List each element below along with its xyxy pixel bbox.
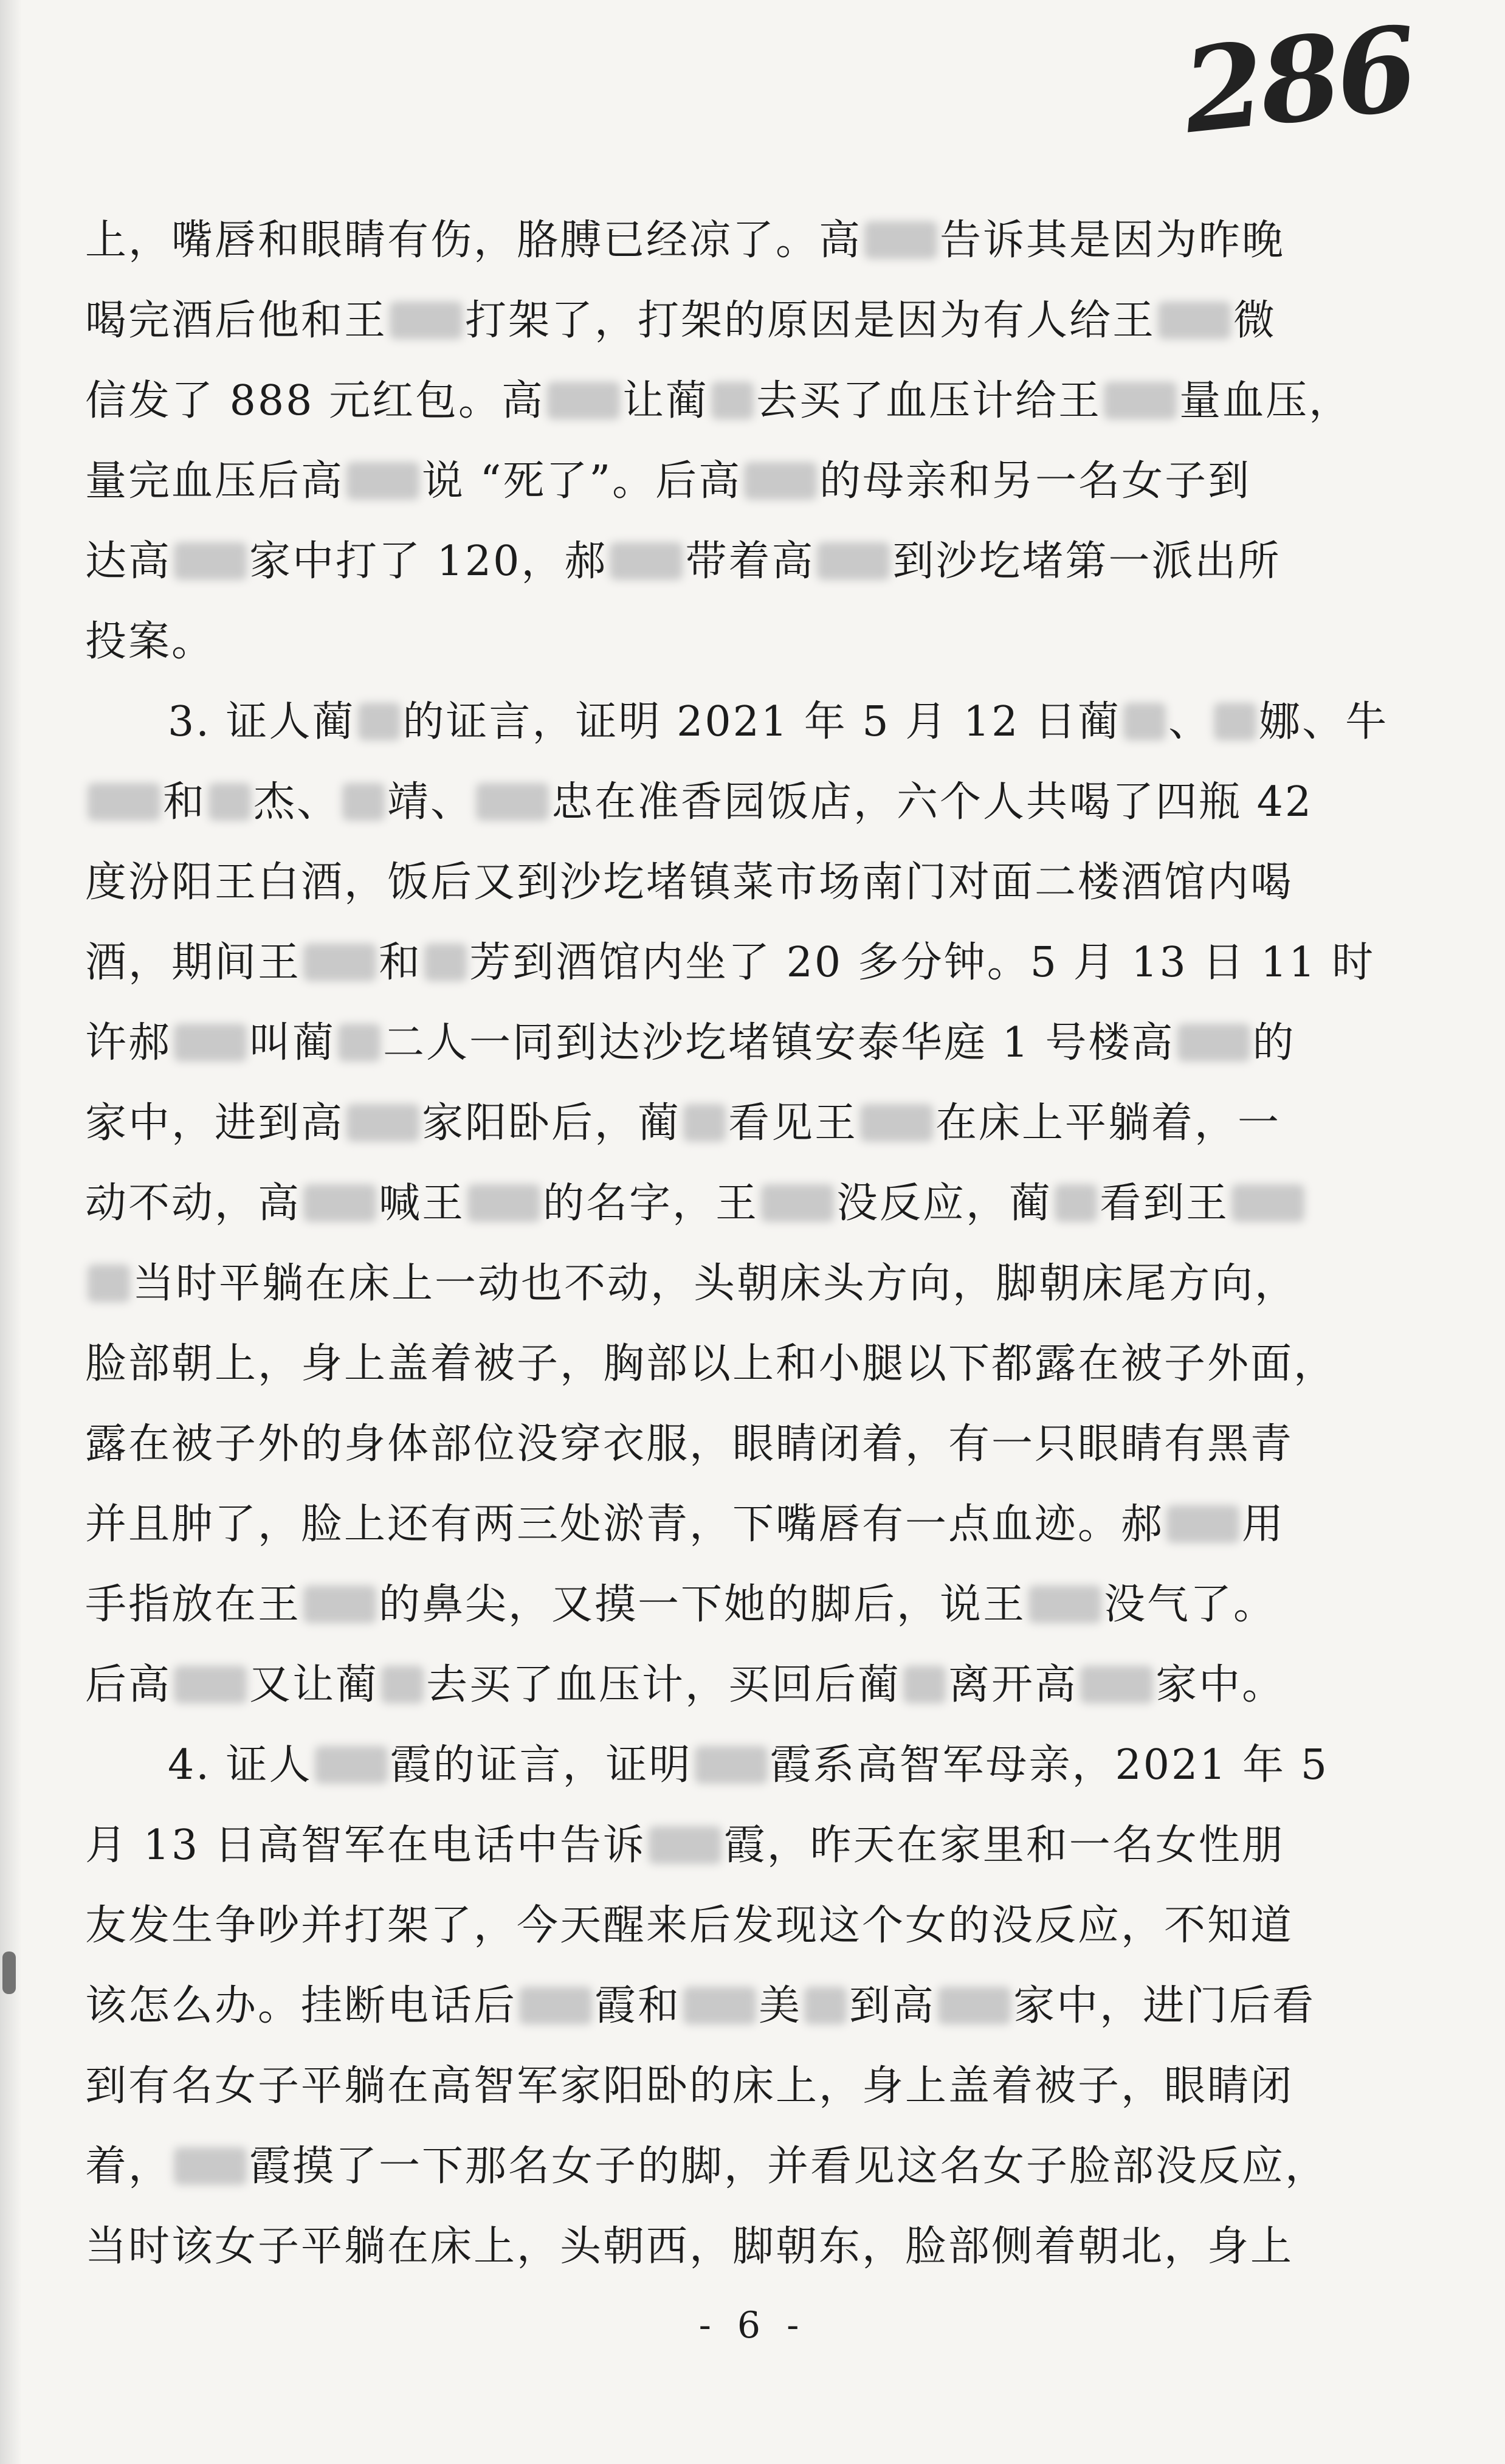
redacted-name-blur bbox=[88, 783, 160, 821]
text-segment: 霞和 bbox=[594, 1982, 681, 2030]
text-line bbox=[85, 2046, 1313, 2127]
redacted-name-blur bbox=[1055, 1184, 1097, 1222]
redacted-name-blur bbox=[1166, 1505, 1239, 1543]
redacted-name-blur bbox=[346, 1104, 419, 1142]
redacted-name-blur bbox=[860, 1104, 933, 1142]
redacted-name-blur bbox=[1028, 1586, 1101, 1623]
text-segment: 量血压， bbox=[1179, 377, 1352, 425]
text-line bbox=[85, 361, 1352, 441]
text-segment: 靖、 bbox=[387, 778, 474, 826]
text-segment: 打架了，打架的原因是因为有人给王 bbox=[465, 297, 1156, 345]
text-segment: 芳到酒馆内坐了 20 多分钟。5 月 13 日 11 时 bbox=[469, 939, 1376, 987]
redacted-name-blur bbox=[903, 1666, 946, 1703]
handwritten-page-number: 286 bbox=[1177, 0, 1421, 160]
redacted-name-blur bbox=[467, 1184, 540, 1222]
text-line bbox=[85, 2207, 1313, 2287]
text-segment: 到高 bbox=[849, 1982, 936, 2030]
redacted-name-blur bbox=[1123, 703, 1166, 740]
redacted-name-blur bbox=[1158, 302, 1231, 339]
text-segment: 和 bbox=[163, 778, 207, 826]
text-line bbox=[85, 1645, 1313, 1725]
redacted-name-blur bbox=[864, 221, 937, 259]
text-segment: 用 bbox=[1242, 1500, 1286, 1548]
text-segment: 度汾阳王白酒，饭后又到沙圪堵镇菜市场南门对面二楼酒馆内喝 bbox=[85, 858, 1294, 906]
text-segment: 月 13 日高智军在电话中告诉 bbox=[85, 1821, 646, 1869]
text-segment: 霞摸了一下那名女子的脚，并看见这名女子脸部没反应， bbox=[249, 2142, 1329, 2190]
text-segment: 脸部朝上，身上盖着被子，胸部以上和小腿以下都露在被子外面， bbox=[85, 1340, 1337, 1388]
redacted-name-blur bbox=[1177, 1024, 1250, 1061]
redacted-name-blur bbox=[804, 1987, 847, 2024]
redacted-name-blur bbox=[1080, 1666, 1153, 1703]
redacted-name-blur bbox=[695, 1746, 768, 1784]
text-segment: 二人一同到达沙圪堵镇安泰华庭 1 号楼高 bbox=[383, 1019, 1175, 1067]
text-line bbox=[85, 1404, 1313, 1485]
text-segment: 的名字，王 bbox=[543, 1179, 759, 1227]
redacted-name-blur bbox=[174, 1024, 247, 1061]
text-segment: 投案。 bbox=[85, 618, 215, 666]
text-line bbox=[85, 1725, 1329, 1806]
text-segment: 没反应，蔺 bbox=[836, 1179, 1053, 1227]
text-segment: 达高 bbox=[85, 537, 172, 585]
redacted-name-blur bbox=[174, 542, 247, 580]
text-segment: 动不动，高 bbox=[85, 1179, 301, 1227]
text-segment: 带着高 bbox=[685, 537, 815, 585]
page-number: - 6 - bbox=[698, 2304, 807, 2347]
text-segment: 家中打了 120，郝 bbox=[249, 537, 608, 585]
text-segment: 离开高 bbox=[948, 1661, 1078, 1709]
redacted-name-blur bbox=[649, 1826, 722, 1864]
text-line bbox=[85, 602, 1313, 682]
text-line bbox=[85, 1164, 1313, 1244]
text-segment: 并且肿了，脸上还有两三处淤青，下嘴唇有一点血迹。郝 bbox=[85, 1500, 1165, 1548]
text-line bbox=[85, 441, 1313, 522]
text-segment: 上，嘴唇和眼睛有伤，胳膊已经凉了。高 bbox=[85, 216, 863, 264]
text-line bbox=[85, 1966, 1316, 2046]
redacted-name-blur bbox=[174, 2147, 247, 2185]
redacted-name-blur bbox=[303, 1184, 376, 1222]
page-edge-shadow bbox=[0, 0, 22, 2464]
text-segment: 露在被子外的身体部位没穿衣服，眼睛闭着，有一只眼睛有黑青 bbox=[85, 1420, 1294, 1468]
document-body bbox=[85, 201, 1389, 2287]
text-segment: 家阳卧后，蔺 bbox=[422, 1099, 681, 1147]
text-segment: 的鼻尖，又摸一下她的脚后，说王 bbox=[379, 1581, 1027, 1629]
redacted-name-blur bbox=[338, 1024, 381, 1061]
text-line bbox=[85, 682, 1389, 762]
redacted-name-blur bbox=[208, 783, 251, 821]
redacted-name-blur bbox=[476, 783, 549, 821]
text-segment: 该怎么办。挂断电话后 bbox=[85, 1982, 517, 2030]
text-segment: 又让蔺 bbox=[249, 1661, 379, 1709]
redacted-name-blur bbox=[744, 462, 817, 500]
text-segment: 的母亲和另一名女子到 bbox=[819, 457, 1252, 505]
redacted-name-blur bbox=[519, 1987, 592, 2024]
text-segment: 手指放在王 bbox=[85, 1581, 301, 1629]
redacted-name-blur bbox=[174, 1666, 247, 1703]
text-segment: 当时平躺在床上一动也不动，头朝床头方向，脚朝床尾方向， bbox=[133, 1260, 1298, 1308]
text-segment: 当时该女子平躺在床上，头朝西，脚朝东，脸部侧着朝北，身上 bbox=[85, 2223, 1294, 2271]
text-segment: 、 bbox=[1168, 698, 1212, 746]
redacted-name-blur bbox=[342, 783, 385, 821]
text-segment: 没气了。 bbox=[1104, 1581, 1277, 1629]
text-segment: 微 bbox=[1233, 297, 1277, 345]
text-segment: 的证言，证明 2021 年 5 月 12 日蔺 bbox=[402, 698, 1121, 746]
redacted-name-blur bbox=[1231, 1184, 1304, 1222]
redacted-name-blur bbox=[1214, 703, 1256, 740]
redacted-name-blur bbox=[358, 703, 401, 740]
text-line bbox=[85, 201, 1313, 281]
text-line bbox=[85, 762, 1313, 843]
redacted-name-blur bbox=[88, 1265, 130, 1302]
redacted-name-blur bbox=[424, 944, 467, 981]
redacted-name-blur bbox=[761, 1184, 834, 1222]
redacted-name-blur bbox=[610, 542, 683, 580]
text-line bbox=[85, 1886, 1313, 1966]
text-segment: 到沙圪堵第一派出所 bbox=[892, 537, 1281, 585]
text-segment: 后高 bbox=[85, 1661, 172, 1709]
text-segment: 看见王 bbox=[728, 1099, 858, 1147]
text-segment: 和 bbox=[379, 939, 422, 987]
redacted-name-blur bbox=[817, 542, 890, 580]
redacted-name-blur bbox=[711, 382, 754, 419]
text-line bbox=[85, 1244, 1313, 1324]
text-segment: 让蔺 bbox=[622, 377, 709, 425]
text-line bbox=[85, 1324, 1337, 1404]
text-segment: 喝完酒后他和王 bbox=[85, 297, 388, 345]
text-segment: 忠在准香园饭店，六个人共喝了四瓶 42 bbox=[551, 778, 1314, 826]
text-segment: 着， bbox=[85, 2142, 172, 2190]
redacted-name-blur bbox=[303, 944, 376, 981]
redacted-name-blur bbox=[390, 302, 463, 339]
text-line bbox=[85, 281, 1313, 361]
text-segment: 霞系高智军母亲，2021 年 5 bbox=[770, 1741, 1329, 1789]
redacted-name-blur bbox=[1104, 382, 1177, 419]
text-line bbox=[85, 843, 1313, 923]
text-line bbox=[85, 2127, 1329, 2207]
text-segment: 友发生争吵并打架了，今天醒来后发现这个女的没反应，不知道 bbox=[85, 1902, 1294, 1950]
redacted-name-blur bbox=[303, 1586, 376, 1623]
text-segment: 量完血压后高 bbox=[85, 457, 345, 505]
redacted-name-blur bbox=[315, 1746, 388, 1784]
text-segment: 去买了血压计给王 bbox=[756, 377, 1102, 425]
redacted-name-blur bbox=[683, 1104, 726, 1142]
text-segment: 美 bbox=[759, 1982, 802, 2030]
binding-hole-mark bbox=[2, 1952, 16, 1994]
text-segment: 看到王 bbox=[1100, 1179, 1230, 1227]
text-segment: 告诉其是因为昨晚 bbox=[940, 216, 1286, 264]
text-segment: 的 bbox=[1252, 1019, 1296, 1067]
text-line bbox=[85, 1565, 1313, 1645]
redacted-name-blur bbox=[346, 462, 419, 500]
text-segment: 霞的证言，证明 bbox=[390, 1741, 692, 1789]
text-line bbox=[85, 1806, 1313, 1886]
redacted-name-blur bbox=[547, 382, 620, 419]
text-segment: 家中，进到高 bbox=[85, 1099, 345, 1147]
text-segment: 4. 证人 bbox=[168, 1741, 312, 1789]
text-line bbox=[85, 1485, 1313, 1565]
text-segment: 酒，期间王 bbox=[85, 939, 301, 987]
text-segment: 说 “死了”。后高 bbox=[422, 457, 742, 505]
text-segment: 娜、牛 bbox=[1259, 698, 1389, 746]
text-line bbox=[85, 1003, 1313, 1083]
text-segment: 许郝 bbox=[85, 1019, 172, 1067]
text-segment: 家中。 bbox=[1155, 1661, 1286, 1709]
text-segment: 家中，进门后看 bbox=[1013, 1982, 1316, 2030]
text-segment: 霞，昨天在家里和一名女性朋 bbox=[723, 1821, 1285, 1869]
redacted-name-blur bbox=[938, 1987, 1011, 2024]
text-segment: 喊王 bbox=[379, 1179, 466, 1227]
redacted-name-blur bbox=[381, 1666, 424, 1703]
text-segment: 叫蔺 bbox=[249, 1019, 336, 1067]
text-segment: 3. 证人蔺 bbox=[168, 698, 356, 746]
text-line bbox=[85, 1083, 1313, 1164]
text-line bbox=[85, 522, 1313, 602]
text-segment: 杰、 bbox=[253, 778, 340, 826]
redacted-name-blur bbox=[683, 1987, 756, 2024]
text-segment: 信发了 888 元红包。高 bbox=[85, 377, 545, 425]
text-segment: 在床上平躺着，一 bbox=[935, 1099, 1281, 1147]
text-segment: 去买了血压计，买回后蔺 bbox=[426, 1661, 901, 1709]
text-line bbox=[85, 923, 1376, 1003]
text-segment: 到有名女子平躺在高智军家阳卧的床上，身上盖着被子，眼睛闭 bbox=[85, 2062, 1294, 2110]
